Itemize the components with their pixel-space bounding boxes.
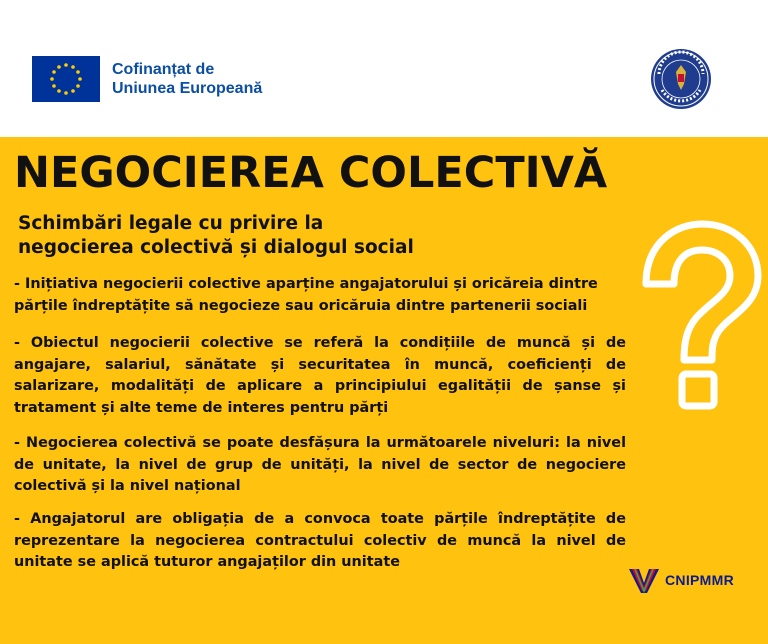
cnipmmr-logo <box>627 563 734 597</box>
eu-cofinancing-text <box>112 60 262 98</box>
subtitle-line-1: Schimbări legale cu privire la <box>18 213 324 234</box>
page-title: NEGOCIEREA COLECTIVĂ <box>14 148 608 198</box>
eu-flag-icon <box>32 56 100 102</box>
subtitle <box>18 212 498 260</box>
eu-cofinancing-badge <box>32 56 262 102</box>
eu-line-1: Cofinanțat de <box>112 61 215 78</box>
bullet-levels: - Negocierea colectivă se poate desfășura la următoarele niveluri: la nivel de unitate, la nivel de grup de unități, la nivel de sector de negociere colectivă și la nivel național <box>14 435 626 494</box>
cnipmmr-logo-icon <box>627 563 661 597</box>
government-seal-icon <box>650 48 712 110</box>
bullet-employer-obligation: - Angajatorul are obligația de a convoca toate părțile îndreptățite de reprezentare la negocierea contractului colectiv de muncă la nivel de unitate se aplică tuturor angajaților din unitate <box>14 511 626 570</box>
question-mark-icon <box>618 214 768 414</box>
bullet-initiative: - Inițiativa negocierii colective aparține angajatorului și oricăreia dintre părțile îndreptățite să negocieze sau oricăruia dintre partenerii sociali <box>14 276 598 314</box>
header-area <box>0 0 768 137</box>
subtitle-line-2: negocierea colectivă și dialogul social <box>18 237 414 258</box>
cnipmmr-logo-text: CNIPMMR <box>665 572 734 588</box>
bullet-object: - Obiectul negocierii colective se referă la condițiile de muncă și de angajare, salariul, sănătate și securitatea în muncă, coeficienți de salarizare, modalități de aplicare a principiului egalității de șanse și tratament și alte teme de interes pentru părți <box>14 335 626 416</box>
eu-line-2: Uniunea Europeană <box>112 80 263 97</box>
